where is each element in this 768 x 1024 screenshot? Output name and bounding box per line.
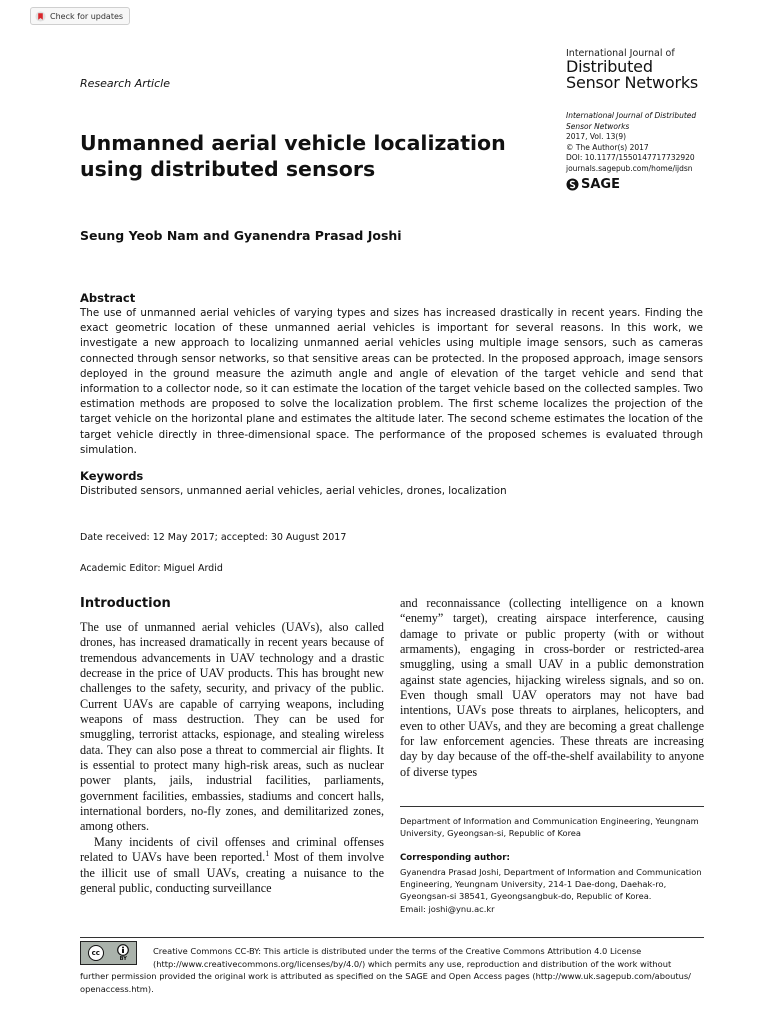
journal-logo-line1: International Journal of [566, 48, 675, 59]
journal-meta-name: International Journal of Distributed [566, 111, 697, 120]
corresponding-email[interactable]: Email: joshi@ynu.ac.kr [400, 903, 495, 914]
keywords-heading: Keywords [80, 469, 144, 483]
abstract-text: The use of unmanned aerial vehicles of varying types and sizes has increased drastically in recent years. Finding the exact geometric location of these unmanned aerial vehicles is important for several reasons. In this work, we investigate a new approach to localizing unmanned aerial vehicles using multiple image sensors, such as cameras connected through sensor networks, so that sensitive areas can be protected. In the proposed approach, image sensors deployed in the ground measure the azimuth angle and angle of elevation of the target vehicle and send that information to a collector node, so it can estimate the location of the target vehicle based on the collected samples. Two estimation methods are proposed to solve the localization problem. The first scheme localizes the projection of the target vehicle on the horizontal plane and estimates the altitude later. The second scheme estimates the location of the target vehicle directly in three-dimensional space. The performance of the proposed schemes is evaluated through simulation. [80, 307, 703, 456]
journal-logo-line2: Distributed [566, 56, 653, 76]
check-for-updates-label: Check for updates [50, 11, 124, 21]
intro-paragraph-1: The use of unmanned aerial vehicles (UAVs), also called drones, has increased dramatically in recent years because of tremendous advancements in UAV technology and a drastic decrease in the price of UAV products. This has brought new challenges to the safety, security, and privacy of the public. Current UAVs are capable of carrying weapons, including weapons of mass destruction. They can be used for smuggling, terrorist attacks, espionage, and stealing wireless data. They can also pose a threat to commercial air flights. It is essential to protect many high-risk areas, such as nuclear power plants, jails, industrial facilities, parliaments, government facilities, embassies, stadiums and concert halls, international borders, no-fly zones, and demilitarized zones, among others. [80, 620, 384, 834]
sage-logo [566, 177, 620, 192]
article-type: Research Article [80, 77, 170, 90]
introduction-heading: Introduction [80, 596, 171, 611]
keywords-text: Distributed sensors, unmanned aerial vehicles, aerial vehicles, drones, localization [80, 485, 507, 497]
license-line-4: openaccess.htm). [80, 983, 154, 994]
license-line-2[interactable]: (http://www.creativecommons.org/licenses/by/4.0/) which permits any use, reproduction and distribution of the work without [153, 958, 672, 969]
journal-meta-name-2: Sensor Networks [566, 121, 630, 131]
intro-paragraph-2 [80, 835, 384, 896]
title-line-2: using distributed sensors [80, 157, 376, 181]
bookmark-icon [35, 11, 46, 22]
check-for-updates-button[interactable] [30, 7, 130, 25]
academic-editor: Academic Editor: Miguel Ardid [80, 563, 223, 574]
intro-paragraph-2-end: Most of them involve the illicit use of small UAVs, creating a nuisance to the general public, conducting surveillance [80, 850, 385, 895]
license-text [80, 945, 704, 995]
page-title [80, 130, 550, 182]
corresponding-line-2: Engineering, Yeungnam University, 214-1 Dae-dong, Daehak-ro, [400, 879, 667, 890]
body-column-left [80, 620, 384, 896]
license-line-3[interactable]: further permission provided the original work is attributed as specified on the SAGE and Open Access pages (http://www.uk.sagepub.com/aboutus/ [80, 971, 691, 982]
corresponding-line-1: Gyanendra Prasad Joshi, Department of Information and Communication [400, 867, 702, 877]
journal-logo-line3: Sensor Networks [566, 72, 699, 92]
body-column-right: and reconnaissance (collecting intelligence on a known “enemy” target), creating airspace interference, causing damage to private or public property (with or without armaments), engaging in cross-border or restricted-area smuggling, using a small UAV in a public demonstration against state agencies, hijacking wireless signals, and so on. Even though small UAV operators may not have bad intentions, UAVs pose threats to airplanes, helicopters, and even to other UAVs, and they are becoming a great challenge for law enforcement agencies. These threats are increasing day by day because of the off-the-shelf availability to anyone of diverse types [400, 596, 704, 779]
affiliation: Department of Information and Communication Engineering, Yeungnam University, Gyeongsan-si, Republic of Korea [400, 816, 699, 839]
corresponding-author-details [400, 866, 704, 915]
journal-meta-doi[interactable]: DOI: 10.1177/1550147717732920 [566, 153, 695, 163]
journal-meta [566, 111, 696, 175]
journal-meta-url[interactable]: journals.sagepub.com/home/ijdsn [566, 163, 693, 173]
corresponding-line-3: Gyeongsan-si 38541, Gyeongsangbuk-do, Republic of Korea. [400, 891, 652, 902]
citation-ref[interactable]: 1 [265, 849, 270, 859]
abstract-heading: Abstract [80, 291, 136, 305]
title-line-1: Unmanned aerial vehicle localization [80, 131, 506, 155]
author-list: Seung Yeob Nam and Gyanendra Prasad Joshi [80, 228, 402, 243]
journal-meta-copyright: © The Author(s) 2017 [566, 142, 649, 152]
license-divider [80, 937, 704, 938]
by-label: BY [119, 956, 127, 962]
journal-meta-volume: 2017, Vol. 13(9) [566, 132, 627, 142]
journal-logo [566, 49, 698, 91]
license-line-1: Creative Commons CC-BY: This article is distributed under the terms of the Creative Commons Attribution 4.0 License [153, 946, 642, 956]
sage-mark-icon [566, 178, 579, 191]
date-received: Date received: 12 May 2017; accepted: 30 August 2017 [80, 532, 347, 543]
affiliation-divider [400, 806, 704, 807]
intro-paragraph-2-start: Many incidents of civil offenses and criminal offenses related to UAVs have been reported. [80, 834, 384, 865]
cc-icon: cc [88, 945, 104, 961]
sage-logo-text: SAGE [581, 177, 620, 192]
corresponding-author-heading: Corresponding author: [400, 853, 510, 863]
